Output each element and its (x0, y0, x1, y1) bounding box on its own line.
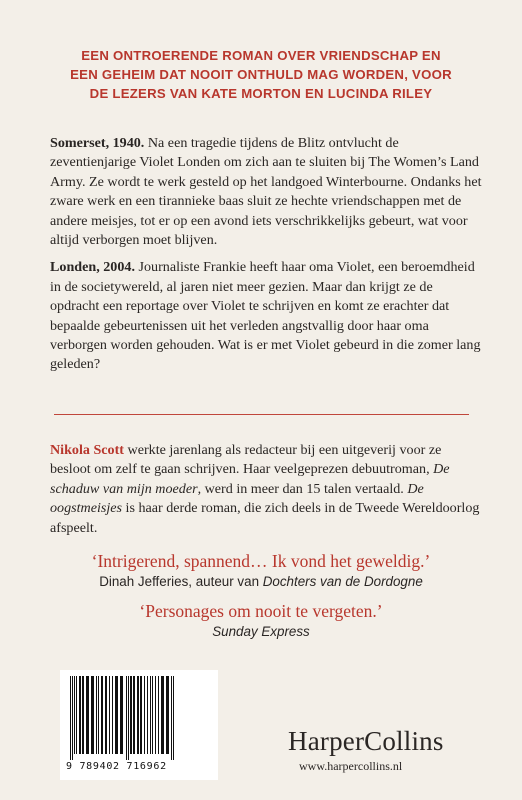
barcode-bar (79, 676, 81, 754)
barcode-bar (133, 676, 135, 754)
barcode-bar (158, 676, 159, 754)
barcode-bar (137, 676, 139, 754)
barcode-bar (109, 676, 110, 754)
review-quote-1-source-title: Dochters van de Dordogne (262, 574, 423, 589)
blurb-paragraph-1 (50, 134, 482, 250)
tagline-line-3: DE LEZERS VAN KATE MORTON EN LUCINDA RILEY (89, 86, 433, 101)
barcode-bar (70, 676, 71, 760)
barcode-bar (140, 676, 142, 754)
barcode-bar (155, 676, 156, 754)
publisher-logo: HarperCollins (288, 726, 444, 756)
blurb-p1-text: Na een tragedie tijdens de Blitz ontvlucht de zeventienjarige Violet Londen om zich aan te sluiten bij The Women’s Land Army. Ze wordt te werk gesteld op het landgoed Winterbourne. Ondanks het zware werk en een tirannieke baas sluit ze hechte vriendschappen met de andere meisjes, tot er op een avond iets verschrikkelijks gebeurt, wat voor altijd verborgen moet blijven. (50, 135, 482, 249)
review-quote-1-text: ‘Intrigerend, spannend… Ik vond het geweldig.’ (91, 551, 431, 571)
barcode-bar (112, 676, 113, 754)
review-quote-2 (0, 600, 522, 641)
author-bio-text-1: werkte jarenlang als redacteur bij een uitgeverij voor ze besloot om zelf te gaan schrijven. Haar veelgeprezen debuutroman, (50, 442, 442, 478)
tagline-line-1: EEN ONTROERENDE ROMAN OVER VRIENDSCHAP EN (81, 48, 441, 63)
review-quote-2-text: ‘Personages om nooit te vergeten.’ (139, 601, 383, 621)
barcode-bar (126, 676, 127, 760)
blurb-p2-lead: Londen, 2004. (50, 259, 135, 276)
barcode-bar (74, 676, 75, 754)
barcode-bar (150, 676, 151, 754)
author-name: Nikola Scott (50, 442, 124, 458)
barcode-bar (128, 676, 129, 760)
review-quote-1-source-prefix: Dinah Jefferies, auteur van (99, 574, 263, 589)
blurb-p2-text: Journaliste Frankie heeft haar oma Violet, een beroemdheid in de societywereld, al jaren niet meer gezien. Maar dan krijgt ze de opdracht een reportage over Violet te schrijven en komt ze erachter dat bepaalde gebeurtenissen uit het verleden angstvallig door haar oma verborgen worden gehouden. Wat is er met Violet gebeurd in die zomer lang geleden? (50, 259, 481, 373)
review-quote-1-source (0, 573, 522, 591)
barcode-bar (161, 676, 164, 754)
barcode-bar (105, 676, 107, 754)
barcode-bar (96, 676, 97, 754)
author-bio-text-3: is haar derde roman, die zich deels in de Tweede Wereldoorlog afspeelt. (50, 500, 480, 536)
tagline-line-2: EEN GEHEIM DAT NOOIT ONTHULD MAG WORDEN, VOOR (70, 67, 452, 82)
review-quote-2-source-title: Sunday Express (212, 624, 310, 639)
barcode-bar (147, 676, 148, 754)
barcode-bar (120, 676, 123, 754)
isbn-digits: 9 789402 716962 (66, 761, 167, 772)
barcode-bar (173, 676, 174, 760)
barcode-bar (115, 676, 118, 754)
barcode-bar (76, 676, 77, 754)
blurb-paragraph-2 (50, 258, 482, 374)
book-title: De oogstmeisjes (50, 480, 424, 517)
tagline (30, 46, 492, 103)
barcode-bar (86, 676, 89, 754)
isbn-barcode (60, 670, 218, 780)
barcode-bar (166, 676, 169, 754)
barcode-bar (91, 676, 94, 754)
barcode-bars-icon (66, 676, 212, 760)
barcode-bar (98, 676, 99, 754)
barcode-bar (130, 676, 132, 754)
blurb-p1-lead: Somerset, 1940. (50, 135, 145, 151)
review-quote-1 (0, 550, 522, 591)
barcode-bar (144, 676, 145, 754)
author-debut-title: De schaduw van mijn moeder (50, 461, 450, 497)
barcode-bar (152, 676, 153, 754)
review-quote-2-source (0, 623, 522, 641)
barcode-bar (82, 676, 84, 754)
author-bio-text-2: , werd in meer dan 15 talen vertaald. (197, 480, 408, 497)
blurb (50, 134, 482, 383)
barcode-bar (72, 676, 73, 760)
divider-rule (54, 414, 469, 415)
barcode-bar (101, 676, 103, 754)
barcode-bar (171, 676, 172, 760)
publisher-website: www.harpercollins.nl (299, 759, 403, 773)
author-bio (50, 441, 482, 538)
